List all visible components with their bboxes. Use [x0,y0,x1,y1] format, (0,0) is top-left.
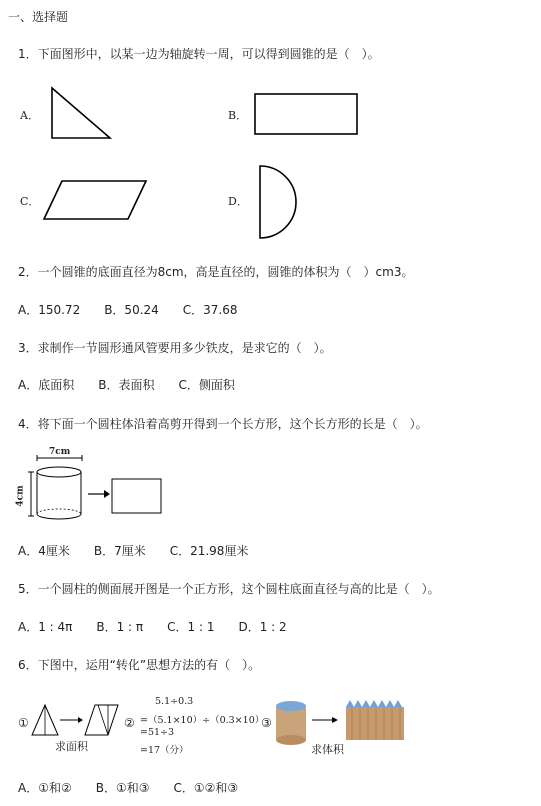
question-1-text: 1．下面图形中，以某一边为轴旋转一周，可以得到圆锥的是（ ）。 [18,47,380,61]
section-title: 一、选择题 [8,10,69,24]
calc-line-4: =17（分） [140,745,189,756]
question-3-options[interactable]: A．底面积 B．表面积 C．侧面积 [18,378,235,392]
option-d-label[interactable]: D． [228,195,248,208]
question-5-text: 5．一个圆柱的侧面展开图是一个正方形，这个圆柱底面直径与高的比是（ ）。 [18,582,440,596]
marker-1: ① [18,716,29,730]
marker-2: ② [124,716,135,730]
option-c-label[interactable]: C． [20,195,40,208]
calc-line-2: =（5.1×10）÷（0.3×10） [140,715,265,726]
question-3-text: 3．求制作一节圆形通风管要用多少铁皮，是求它的（ ）。 [18,341,332,355]
calc-line-3: =51÷3 [140,727,175,738]
caption-volume: 求体积 [311,743,344,756]
calc-line-1: 5.1÷0.3 [155,696,194,707]
caption-area: 求面积 [55,740,88,753]
question-2-text: 2．一个圆锥的底面直径为8cm，高是直径的，圆锥的体积为（ ）cm3。 [18,265,414,279]
option-a-label[interactable]: A． [20,109,39,122]
question-4-text: 4．将下面一个圆柱体沿着高剪开得到一个长方形，这个长方形的长是（ ）。 [18,417,428,431]
question-2-options[interactable]: A．150.72 B．50.24 C．37.68 [18,303,238,317]
question-4-options[interactable]: A．4厘米 B．7厘米 C．21.98厘米 [18,544,249,558]
question-6-text: 6．下图中，运用“转化”思想方法的有（ ）。 [18,658,261,672]
cylinder-height-label: 4cm [15,485,26,507]
option-b-label[interactable]: B． [228,109,248,122]
marker-3: ③ [261,716,272,730]
cylinder-diameter-label: 7cm [49,447,71,457]
question-6-options[interactable]: A．①和② B．①和③ C．①②和③ [18,781,239,795]
question-5-options[interactable]: A．1 : 4π B．1 : π C．1 : 1 D．1 : 2 [18,620,287,634]
